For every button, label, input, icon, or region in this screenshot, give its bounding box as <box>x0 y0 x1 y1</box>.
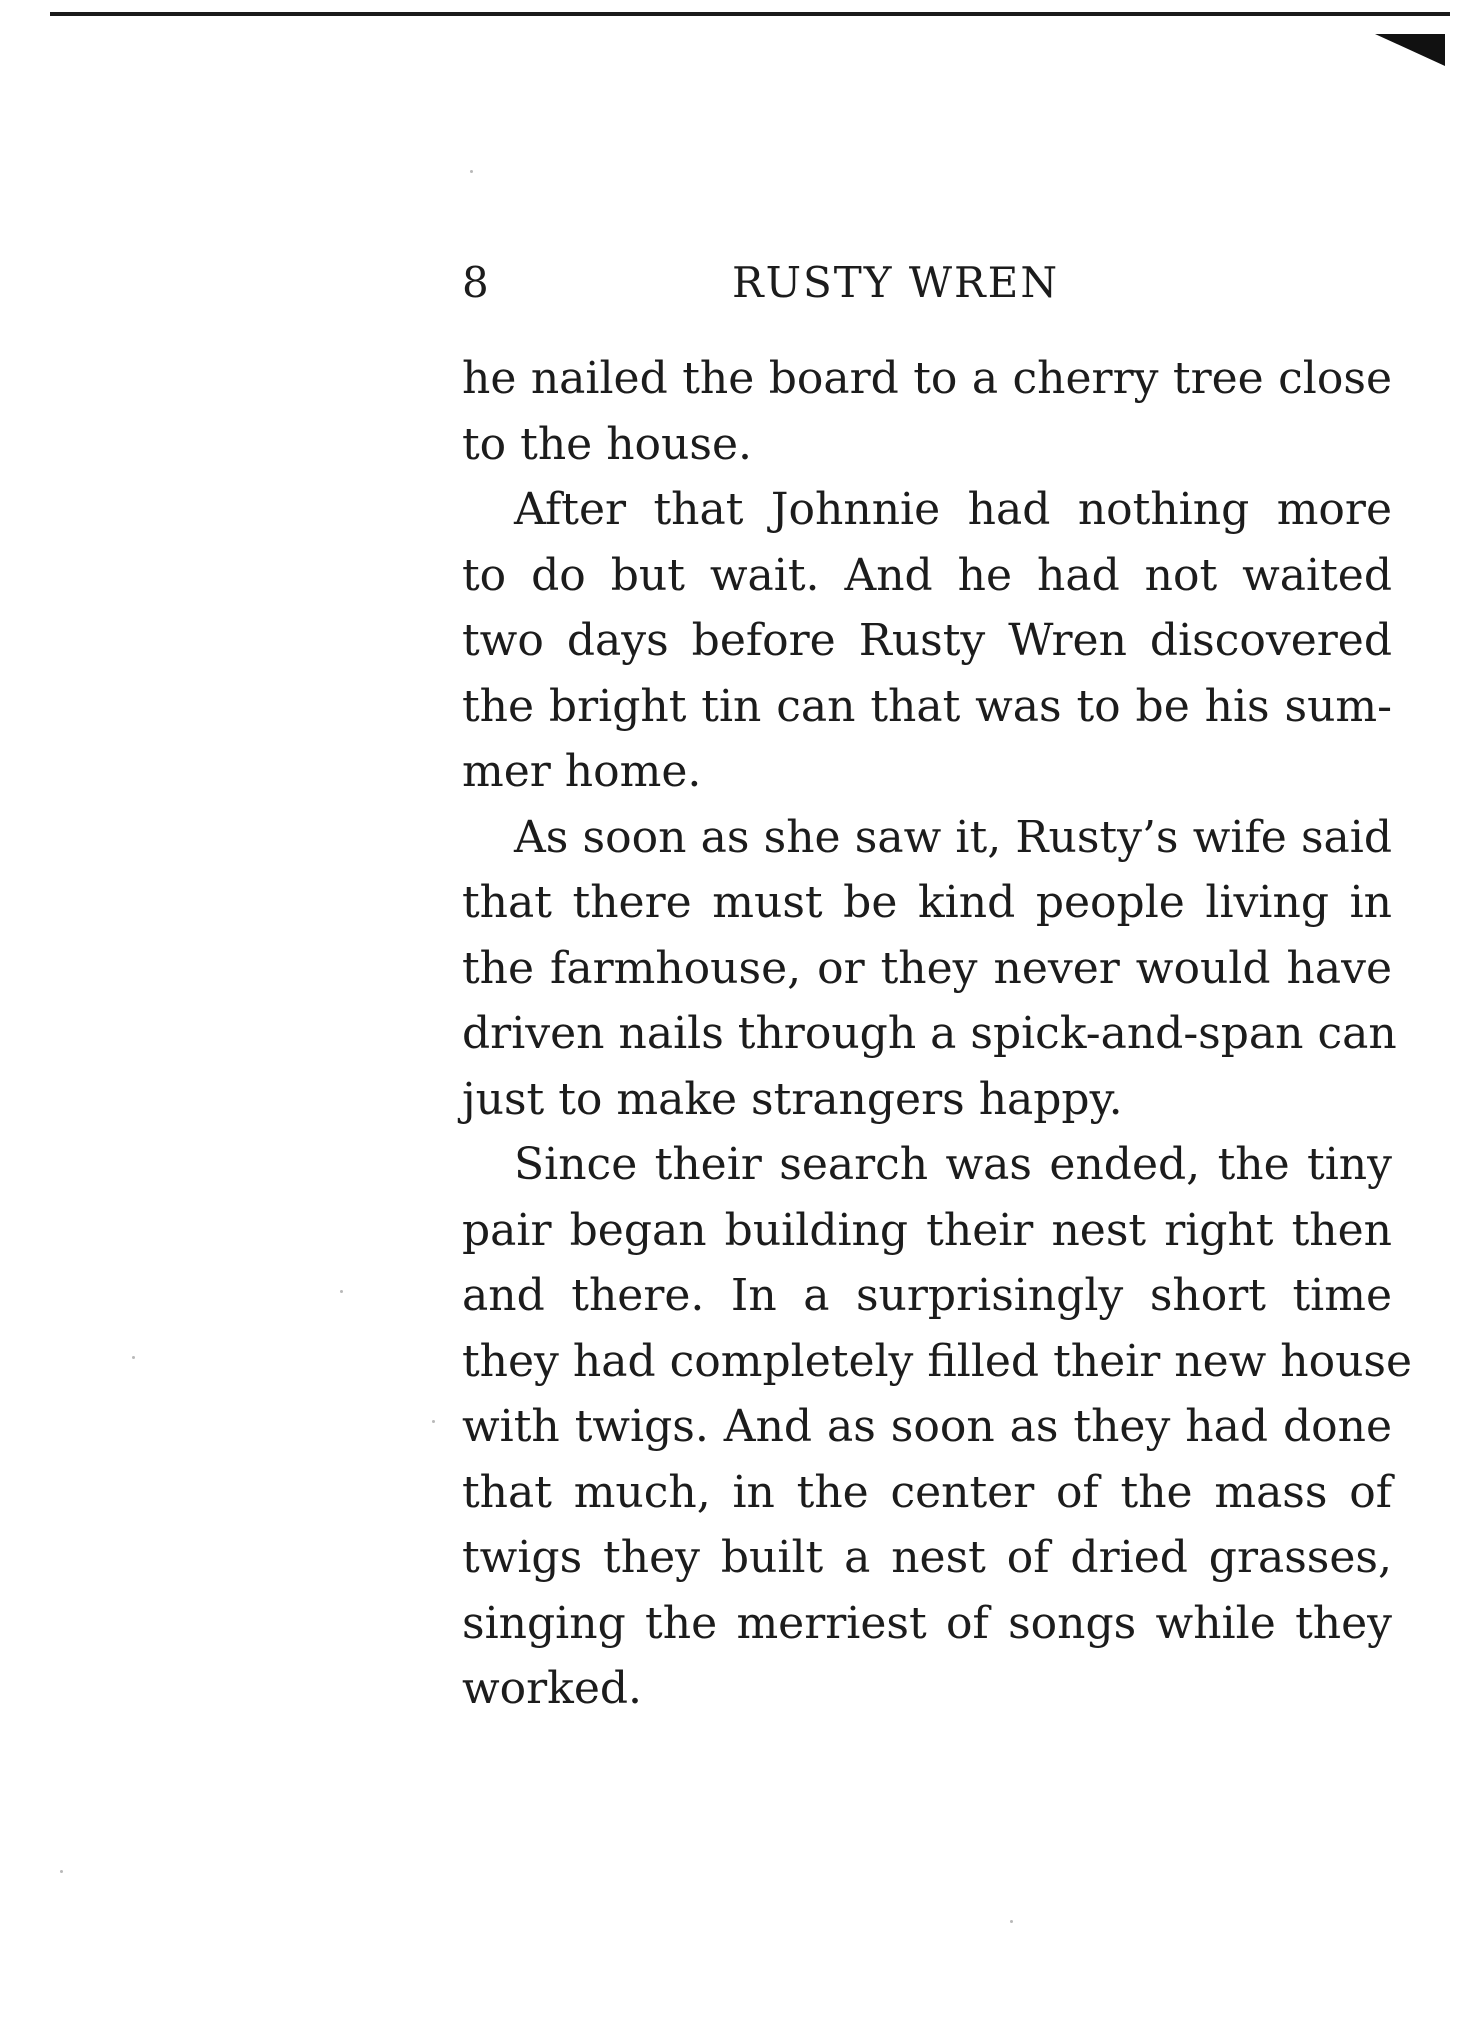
page-header <box>462 256 1396 310</box>
text-line: the farmhouse, or they never would have <box>462 942 1392 994</box>
running-title: RUSTY WREN <box>732 258 1060 307</box>
scan-speck <box>1010 1920 1013 1923</box>
text-line: just to make strangers happy. <box>462 1073 1123 1125</box>
paragraph-first-line: After that Johnnie had nothing more <box>514 484 1392 535</box>
top-corner-mark <box>1375 34 1445 66</box>
text-line: singing the merriest of songs while they <box>462 1597 1392 1649</box>
text-line: twigs they built a nest of dried grasses, <box>462 1532 1392 1583</box>
text-line: driven nails through a spick-and-span can <box>462 1008 1397 1059</box>
text-line: worked. <box>462 1663 643 1714</box>
body-text <box>462 346 1413 1722</box>
text-line: he nailed the board to a cherry tree close <box>462 353 1392 404</box>
text-line: that much, in the center of the mass of <box>462 1466 1392 1518</box>
scan-speck <box>470 170 473 173</box>
paragraph-first-line: As soon as she saw it, Rusty’s wife said <box>514 811 1392 863</box>
text-line: and there. In a surprisingly short time <box>462 1270 1392 1321</box>
text-line: to the house. <box>462 418 752 470</box>
text-line: to do but wait. And he had not waited <box>462 549 1392 601</box>
text-line: mer home. <box>462 746 702 797</box>
text-line: they had completely filled their new house <box>462 1335 1413 1387</box>
page-number: 8 <box>462 258 489 307</box>
scan-speck <box>432 1420 435 1423</box>
text-line: that there must be kind people living in <box>462 877 1392 928</box>
scan-speck <box>60 1870 63 1873</box>
paragraph-first-line: Since their search was ended, the tiny <box>514 1139 1392 1190</box>
scan-speck <box>340 1290 343 1293</box>
text-line: two days before Rusty Wren discovered <box>462 615 1392 666</box>
scan-speck <box>132 1356 135 1359</box>
text-line: the bright tin can that was to be his sum- <box>462 680 1392 732</box>
top-border-rule <box>50 12 1450 16</box>
text-line: with twigs. And as soon as they had done <box>462 1401 1392 1452</box>
text-line: pair began building their nest right then <box>462 1204 1392 1256</box>
